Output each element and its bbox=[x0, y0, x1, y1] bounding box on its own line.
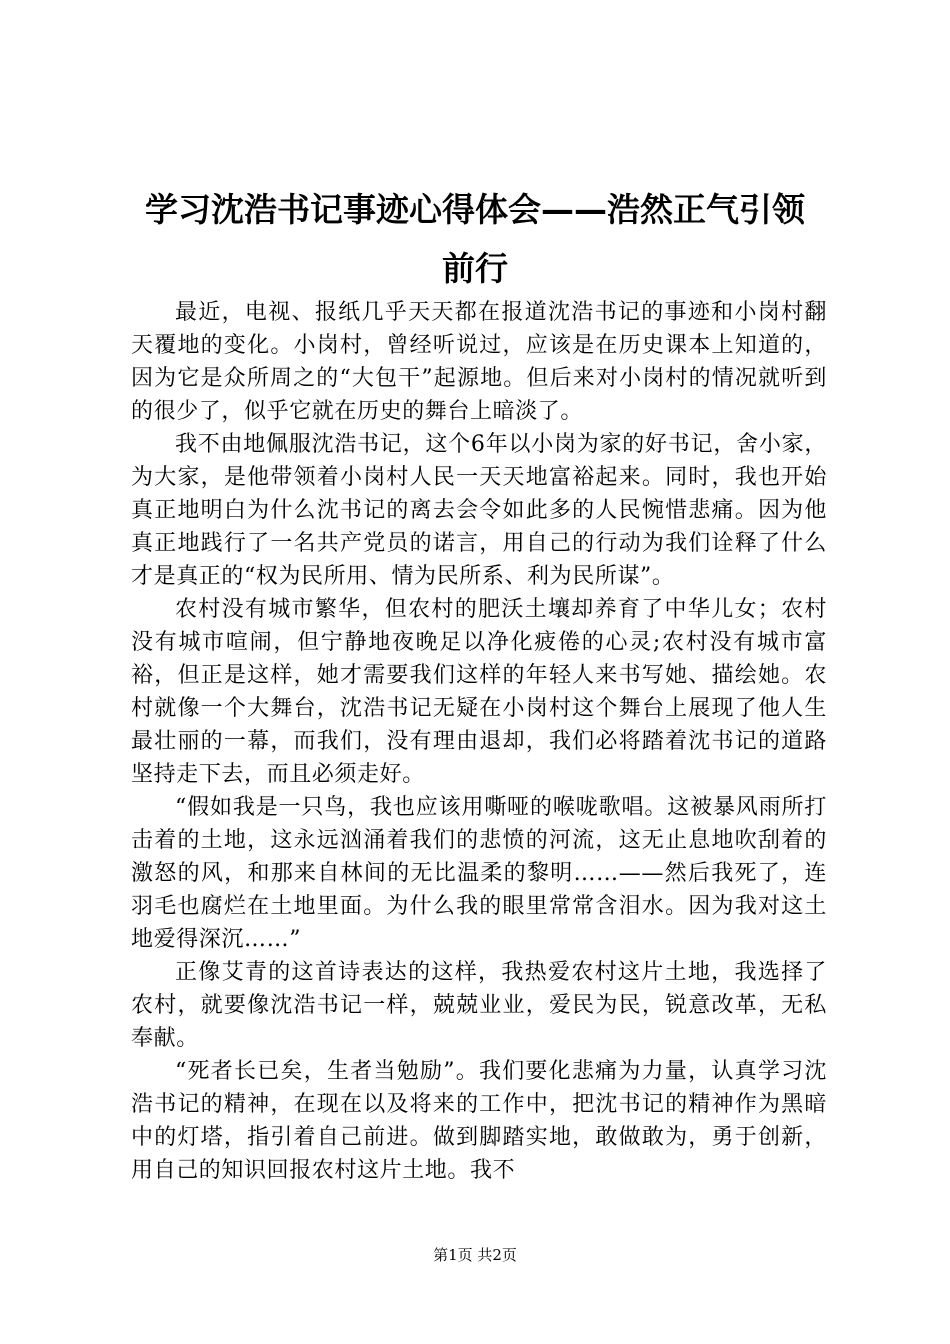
paragraph-6: “死者长已矣，生者当勉励”。我们要化悲痛为力量，认真学习沈浩书记的精神，在现在以及将来的工作中，把沈书记的精神作为黑暗中的灯塔，指引着自己前进。做到脚踏实地，敢做敢为，勇于创新，用自己的知识回报农村这片土地。我不 bbox=[131, 1059, 827, 1183]
paragraph-4-poem-quote: “假如我是一只鸟，我也应该用嘶哑的喉咙歌唱。这被暴风雨所打击着的土地，这永远汹涌着我们的悲愤的河流，这无止息地吹刮着的激怒的风，和那来自林间的无比温柔的黎明……——然后我死了，连羽毛也腐烂在土地里面。为什么我的眼里常常含泪水。因为我对这土地爱得深沉……” bbox=[131, 795, 827, 952]
page-title-line-1: 学习沈浩书记事迹心得体会——浩然正气引领 bbox=[145, 190, 805, 229]
paragraph-1: 最近，电视、报纸几乎天天都在报道沈浩书记的事迹和小岗村翻天覆地的变化。小岗村，曾经听说过，应该是在历史课本上知道的，因为它是众所周之的“大包干”起源地。但后来对小岗村的情况就听到的很少了，似乎它就在历史的舞台上暗淡了。 bbox=[131, 300, 827, 424]
page-title-line-2: 前行 bbox=[442, 249, 508, 288]
page-number-footer: 第1页 共2页 bbox=[433, 1246, 517, 1264]
paragraph-5: 正像艾青的这首诗表达的这样，我热爱农村这片土地，我选择了农村，就要像沈浩书记一样，兢兢业业，爱民为民，锐意改革，无私奉献。 bbox=[131, 960, 827, 1051]
paragraph-3: 农村没有城市繁华，但农村的肥沃土壤却养育了中华儿女；农村没有城市喧闹，但宁静地夜晚足以净化疲倦的心灵;农村没有城市富裕，但正是这样，她才需要我们这样的年轻人来书写她、描绘她。农村就像一个大舞台，沈浩书记无疑在小岗村这个舞台上展现了他人生最壮丽的一幕，而我们，没有理由退却，我们必将踏着沈书记的道路坚持走下去，而且必须走好。 bbox=[131, 597, 827, 787]
document-body bbox=[131, 296, 827, 1187]
paragraph-2: 我不由地佩服沈浩书记，这个6年以小岗为家的好书记，舍小家，为大家，是他带领着小岗村人民一天天地富裕起来。同时，我也开始真正地明白为什么沈书记的离去会令如此多的人民惋惜悲痛。因为他真正地践行了一名共产党员的诺言，用自己的行动为我们诠释了什么才是真正的“权为民所用、情为民所系、利为民所谋”。 bbox=[131, 432, 827, 589]
